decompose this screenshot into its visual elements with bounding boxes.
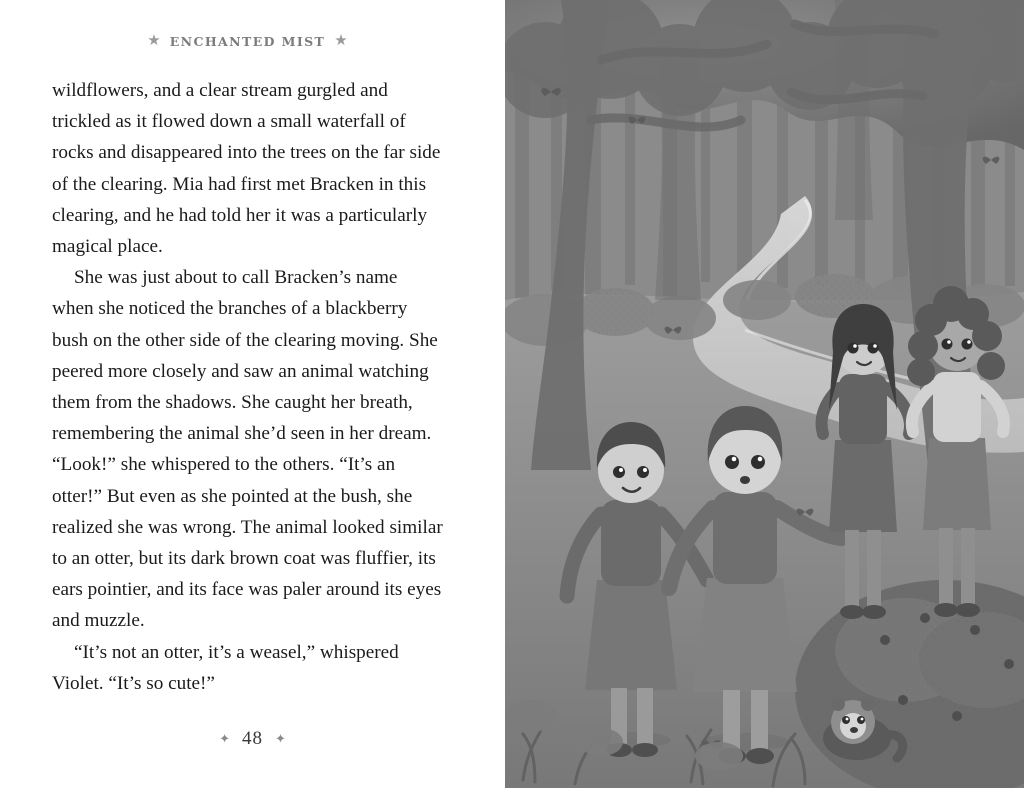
star-icon-left: ★ [147, 33, 161, 49]
folio-ornament-right: ✦ [275, 731, 286, 746]
paragraph-3: “It’s not an otter, it’s a weasel,” whispered Violet. “It’s so cute!” [52, 641, 399, 694]
left-text-page [0, 0, 505, 788]
paragraph-2: She was just about to call Bracken’s name when she noticed the branches of a blackberry bush on the other side of the clearing moving. She peered more closely and saw an animal watching them from the shadows. She caught her breath, remembering the animal she’d seen in her dream. “Look!” she whispered to the others. “It’s an otter!” But even as she pointed at the bush, she realized she was wrong. The animal looked similar to an otter, but its dark brown coat was fluffier, its ears pointier, and its face was paler around its eyes and muzzle. [52, 267, 443, 632]
page-number: 48 [242, 728, 263, 749]
folio-ornament-left: ✦ [219, 731, 230, 746]
running-head-title: ENCHANTED MIST [169, 34, 326, 49]
right-illustration-page [505, 0, 1024, 788]
body-text [52, 75, 443, 699]
star-icon-right: ★ [334, 33, 348, 49]
running-head [52, 34, 443, 49]
paragraph-1: wildflowers, and a clear stream gurgled and trickled as it flowed down a small waterfall of rocks and disappeared into the trees on the far side of the clearing. Mia had first met Bracken in this clearing, and he had told her it was a particularly magical place. [52, 80, 441, 258]
page-folio [0, 728, 505, 750]
forest-clearing-illustration [505, 0, 1024, 788]
